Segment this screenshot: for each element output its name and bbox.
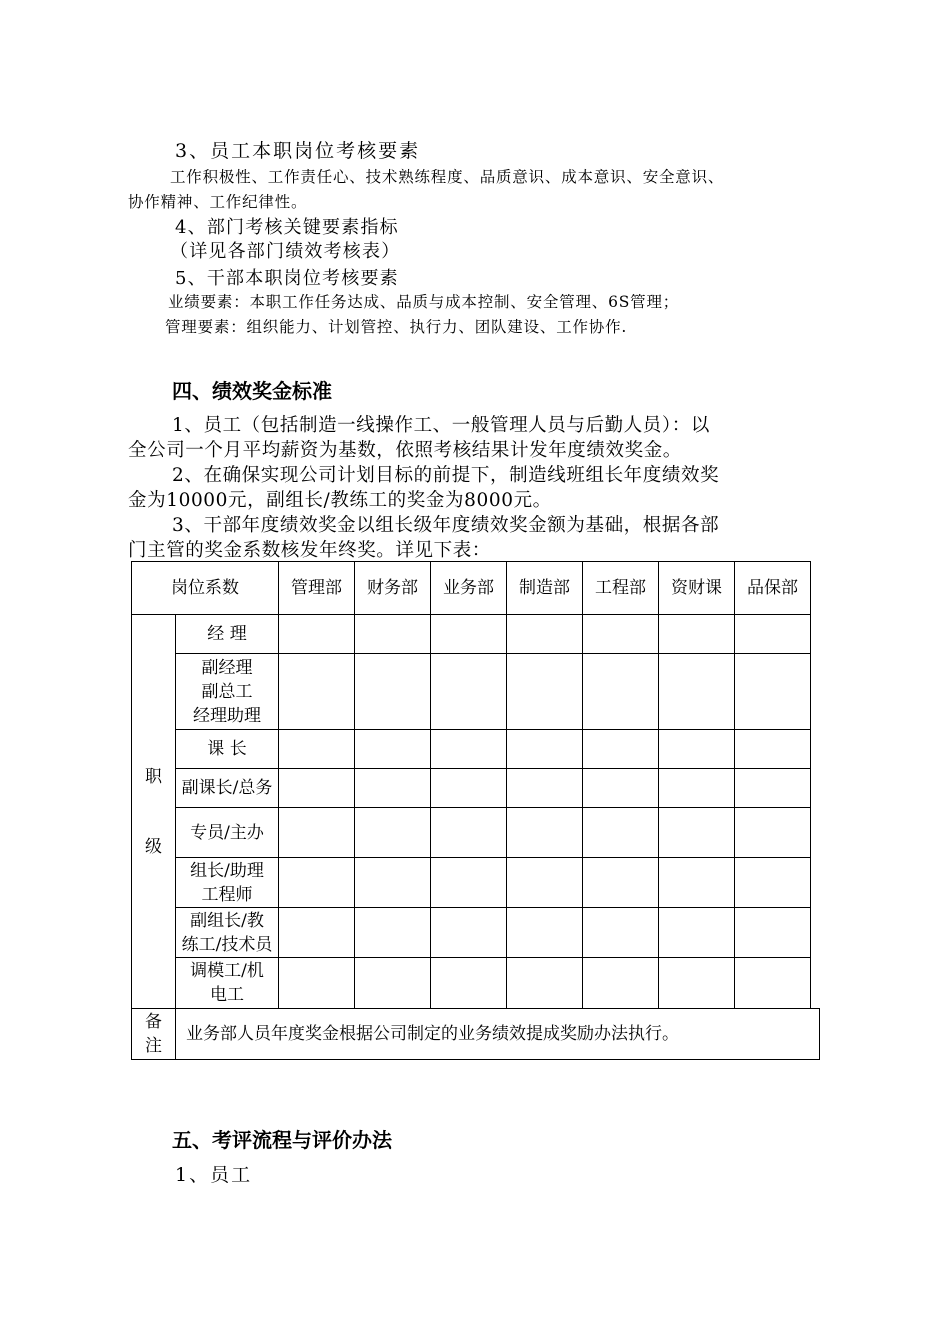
table-cell — [659, 654, 735, 730]
table-cell — [507, 908, 583, 958]
rank-group-label-2: 级 — [145, 836, 162, 857]
table-cell — [659, 769, 735, 808]
level-label: 专员/主办 — [190, 822, 264, 843]
level-cell — [176, 858, 279, 908]
table-row — [132, 615, 811, 654]
chapter4-p1-line2: 全公司一个月平均薪资为基数，依照考核结果计发年度绩效奖金。 — [128, 440, 682, 461]
table-row — [132, 769, 811, 808]
table-cell — [279, 615, 355, 654]
section3-title: 3、员工本职岗位考核要素 — [175, 140, 421, 162]
table-cell — [507, 730, 583, 769]
level-cell — [176, 908, 279, 958]
table-cell — [507, 654, 583, 730]
table-cell — [355, 808, 431, 858]
table-row — [132, 858, 811, 908]
table-cell — [659, 615, 735, 654]
level-label: 副总工 — [201, 681, 253, 702]
table-cell — [355, 615, 431, 654]
table-cell — [431, 858, 507, 908]
table-cell — [583, 808, 659, 858]
table-cell — [507, 858, 583, 908]
table-cell — [431, 958, 507, 1009]
table-cell — [659, 908, 735, 958]
remark-label — [132, 1009, 176, 1060]
table-cell — [583, 654, 659, 730]
level-cell — [176, 615, 279, 654]
table-row — [132, 958, 811, 1009]
level-label: 经 理 — [207, 624, 247, 644]
level-label: 组长/助理 — [190, 860, 264, 881]
table-row — [132, 808, 811, 858]
table-cell — [659, 958, 735, 1009]
table-cell — [735, 730, 811, 769]
chapter5-heading: 五、考评流程与评价办法 — [172, 1128, 392, 1152]
section5-line2: 管理要素：组织能力、计划管控、执行力、团队建设、工作协作. — [165, 318, 628, 336]
remark-row — [132, 1009, 820, 1060]
chapter4-heading: 四、绩效奖金标准 — [172, 379, 332, 403]
level-cell — [176, 958, 279, 1009]
level-cell — [176, 769, 279, 808]
table-row — [132, 730, 811, 769]
table-cell — [279, 654, 355, 730]
level-label: 经理助理 — [193, 705, 261, 726]
level-label: 副课长/总务 — [181, 778, 273, 798]
table-cell — [431, 654, 507, 730]
table-header-row — [132, 562, 811, 615]
level-label: 课 长 — [207, 739, 247, 759]
chapter4-p1-line1: 1、员工（包括制造一线操作工、一般管理人员与后勤人员）：以 — [172, 415, 710, 436]
remark-table — [131, 1008, 820, 1060]
remark-text: 业务部人员年度奖金根据公司制定的业务绩效提成奖励办法执行。 — [176, 1009, 820, 1060]
chapter4-p3-line2: 门主管的奖金系数核发年终奖。详见下表： — [128, 540, 491, 561]
remark-label-1: 备 — [145, 1012, 162, 1032]
table-cell — [583, 858, 659, 908]
rank-group-label — [132, 615, 176, 1009]
bonus-coefficient-table — [131, 561, 811, 1009]
table-cell — [583, 769, 659, 808]
level-cell — [176, 730, 279, 769]
table-row — [132, 654, 811, 730]
table-cell — [735, 958, 811, 1009]
table-cell — [431, 730, 507, 769]
table-cell — [583, 615, 659, 654]
section3-line2: 协作精神、工作纪律性。 — [128, 193, 308, 211]
table-cell — [507, 808, 583, 858]
table-cell — [431, 908, 507, 958]
table-cell — [735, 769, 811, 808]
table-cell — [507, 958, 583, 1009]
table-cell — [583, 958, 659, 1009]
table-cell — [355, 858, 431, 908]
table-cell — [735, 858, 811, 908]
chapter4-p2-line2: 金为10000元，副组长/教练工的奖金为8000元。 — [128, 490, 552, 511]
level-label: 副组长/教 — [190, 910, 264, 931]
section5-line1: 业绩要素：本职工作任务达成、品质与成本控制、安全管理、6S管理； — [168, 293, 680, 311]
chapter4-p3-line1: 3、干部年度绩效奖金以组长级年度绩效奖金额为基础，根据各部 — [172, 515, 720, 536]
table-cell — [735, 908, 811, 958]
level-label: 调模工/机 — [190, 961, 264, 981]
level-cell — [176, 654, 279, 730]
level-label: 电工 — [210, 985, 244, 1005]
remark-label-2: 注 — [145, 1036, 162, 1056]
table-cell — [659, 858, 735, 908]
table-cell — [583, 908, 659, 958]
table-cell — [355, 908, 431, 958]
rank-group-label-1: 职 — [145, 766, 162, 787]
dept-header: 管理部 — [279, 562, 355, 615]
table-cell — [507, 615, 583, 654]
dept-header: 业务部 — [431, 562, 507, 615]
table-cell — [735, 808, 811, 858]
level-label: 工程师 — [201, 884, 253, 905]
table-cell — [659, 730, 735, 769]
dept-header: 财务部 — [355, 562, 431, 615]
section3-line1: 工作积极性、工作责任心、技术熟练程度、品质意识、成本意识、安全意识、 — [170, 168, 725, 186]
table-cell — [659, 808, 735, 858]
table-cell — [355, 654, 431, 730]
table-cell — [431, 808, 507, 858]
chapter5-item1: 1、员工 — [175, 1164, 253, 1186]
table-cell — [279, 858, 355, 908]
table-cell — [279, 808, 355, 858]
section4-title: 4、部门考核关键要素指标 — [175, 217, 399, 238]
dept-header: 制造部 — [507, 562, 583, 615]
table-cell — [431, 769, 507, 808]
dept-header: 资财课 — [659, 562, 735, 615]
table-cell — [735, 654, 811, 730]
table-cell — [431, 615, 507, 654]
chapter4-p2-line1: 2、在确保实现公司计划目标的前提下，制造线班组长年度绩效奖 — [172, 465, 720, 486]
table-corner-cell: 岗位系数 — [132, 562, 279, 615]
section4-note: （详见各部门绩效考核表） — [170, 241, 401, 262]
level-label: 练工/技术员 — [181, 934, 273, 955]
table-cell — [279, 908, 355, 958]
table-row — [132, 908, 811, 958]
table-cell — [583, 730, 659, 769]
table-cell — [279, 730, 355, 769]
table-cell — [355, 730, 431, 769]
dept-header: 工程部 — [583, 562, 659, 615]
level-cell — [176, 808, 279, 858]
section5-title: 5、干部本职岗位考核要素 — [175, 268, 399, 289]
table-cell — [355, 769, 431, 808]
dept-header: 品保部 — [735, 562, 811, 615]
table-cell — [355, 958, 431, 1009]
table-cell — [279, 958, 355, 1009]
table-cell — [735, 615, 811, 654]
table-cell — [279, 769, 355, 808]
table-cell — [507, 769, 583, 808]
level-label: 副经理 — [201, 657, 253, 678]
